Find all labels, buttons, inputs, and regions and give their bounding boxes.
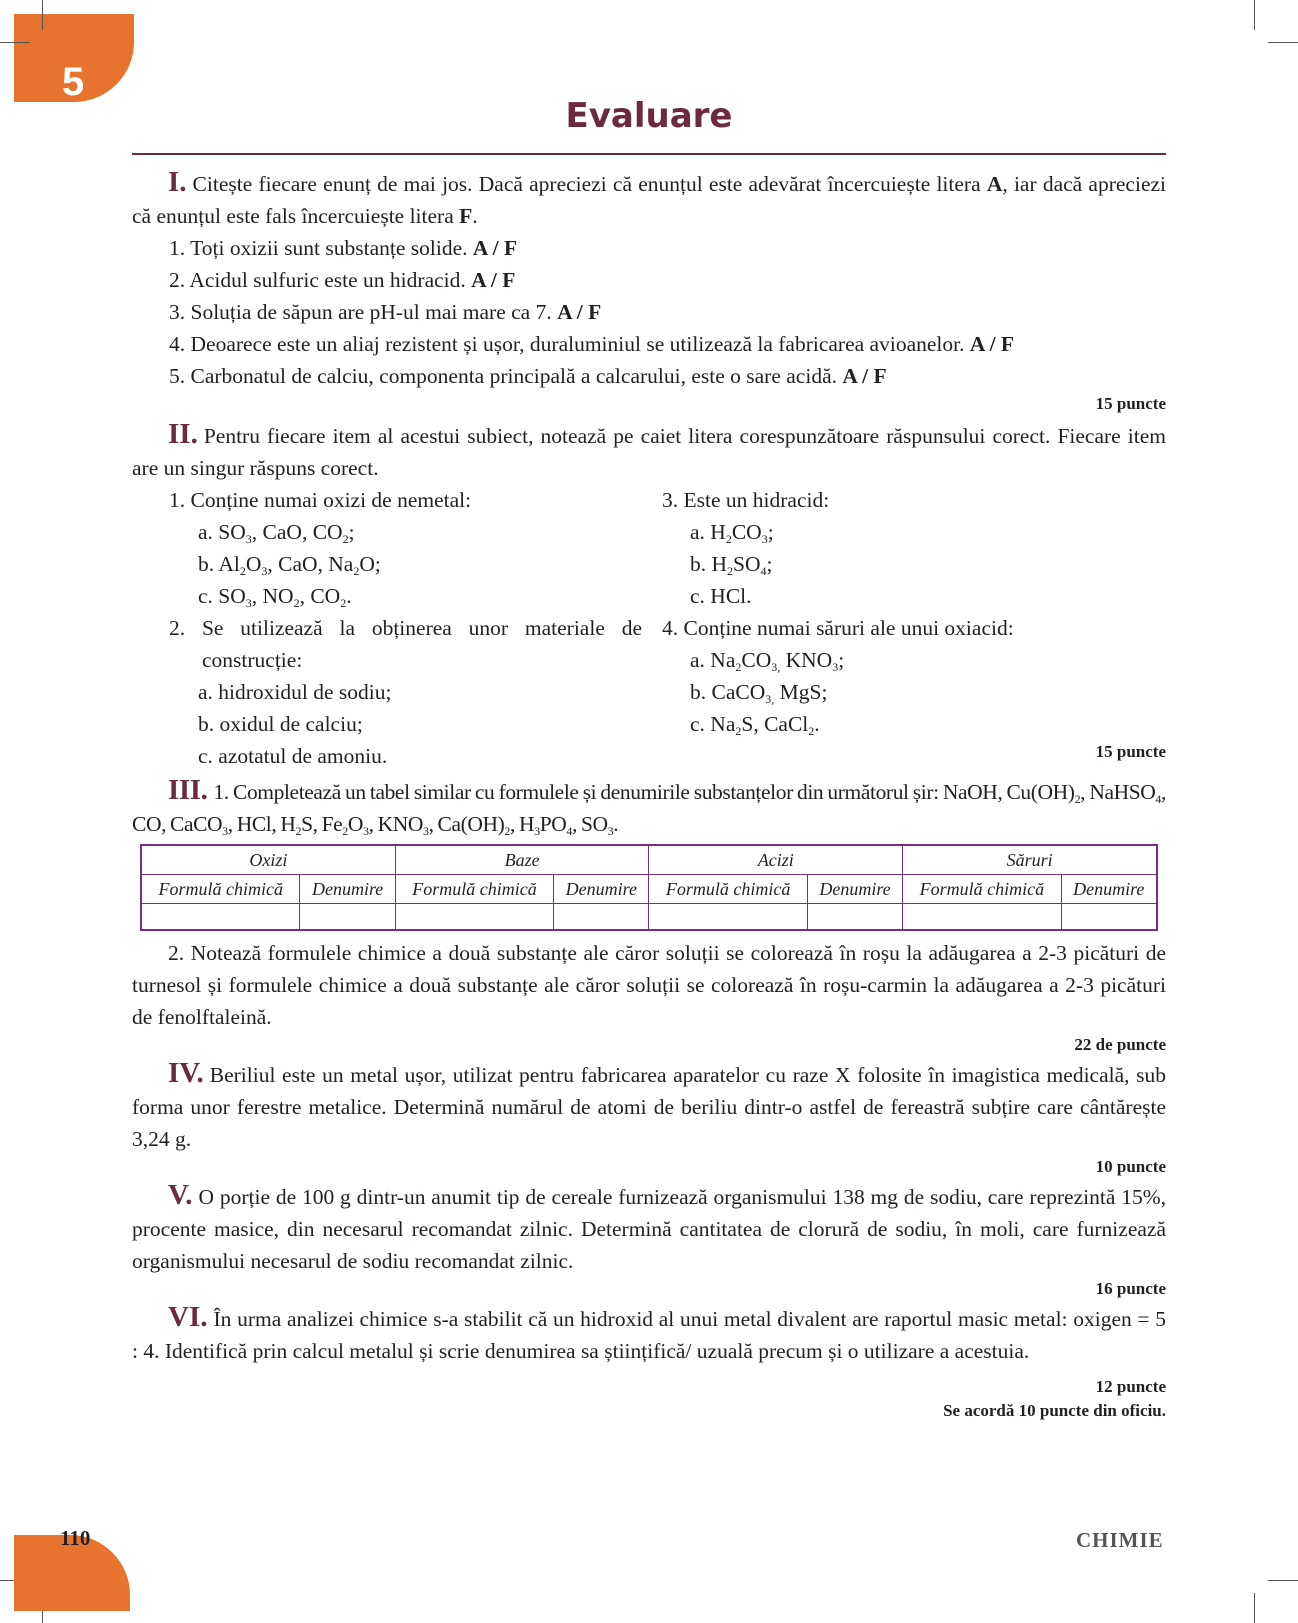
section-4-number: IV. <box>168 1056 204 1089</box>
page-number: 110 <box>60 1526 91 1550</box>
section-5-points: 16 puncte <box>1095 1278 1166 1298</box>
section-5-text: V. O porție de 100 g dintr-un anumit tip de cereale furnizează organismului 138 mg de sodiu, care reprezintă 15%, procente masice, din necesarul recomandat zilnic. Determină cantitatea de clorură de sodiu, în moli, care furnizează organismului necesarul de sodiu recomandat zilnic. <box>132 1178 1166 1273</box>
section-2-questions <box>132 484 1166 772</box>
crop-mark <box>1268 1580 1298 1581</box>
table-header: Acizi <box>649 845 903 875</box>
section-4-text: IV. Beriliul este un metal ușor, utilizat pentru fabricarea aparatelor cu raze X folosite în imagistica medicală, sub forma unor ferestre metalice. Determină numărul de atomi de beriliu dintr-o astfel de fereastră subțire care cântărește 3,24 g. <box>132 1056 1166 1151</box>
table-subheader: Denumire <box>807 875 902 904</box>
crop-mark <box>1268 42 1298 43</box>
section-1-item: 3. Soluția de săpun are pH-ul mai mare ca 7. A / F <box>169 300 602 324</box>
table-header: Săruri <box>903 845 1157 875</box>
section-4-points: 10 puncte <box>1095 1156 1166 1176</box>
section-3-number: III. <box>168 774 208 806</box>
table-cell <box>807 904 902 930</box>
option: a. hidroxidul de sodiu; <box>198 680 392 704</box>
table-subheader: Denumire <box>1061 875 1157 904</box>
table-cell <box>1061 904 1157 930</box>
section-5-number: V. <box>168 1178 193 1211</box>
question-3: 3. Este un hidracid: <box>662 488 830 512</box>
section-1-item: 4. Deoarece este un aliaj rezistent și ușor, duraluminiul se utilizează la fabricarea avioanelor. A / F <box>169 332 1015 356</box>
table-header: Baze <box>395 845 649 875</box>
table-subheader: Formulă chimică <box>141 875 300 904</box>
option: a. $Na_2CO_{3,}$ $KNO_3$; <box>690 648 845 674</box>
table-cell <box>300 904 395 930</box>
section-1-item: 5. Carbonatul de calciu, componenta principală a calcarului, este o sare acidă. A / F <box>169 364 887 388</box>
page-content <box>132 166 1166 1423</box>
table-cell <box>649 904 807 930</box>
bonus-points-note: Se acordă 10 puncte din oficiu. <box>943 1400 1166 1420</box>
section-6-points: 12 puncte <box>1095 1376 1166 1396</box>
table-header: Oxizi <box>141 845 395 875</box>
question-2-cont: construcție: <box>202 648 303 672</box>
section-2-intro: II. Pentru fiecare item al acestui subiect, notează pe caiet litera corespunzătoare răspunsului corect. Fiecare item are un singur răspuns corect. <box>132 418 1166 480</box>
table-subheader: Formulă chimică <box>903 875 1061 904</box>
footer-subject: CHIMIE <box>1076 1528 1164 1552</box>
section-6-number: VI. <box>168 1300 208 1333</box>
section-1-number: I. <box>168 166 187 198</box>
question-4: 4. Conține numai săruri ale unui oxiacid: <box>662 616 1014 640</box>
option: c. $SO_3$, $NO_2$, $CO_2$. <box>198 584 352 610</box>
section-1-points: 15 puncte <box>1095 394 1166 413</box>
section-1-item: 2. Acidul sulfuric este un hidracid. A / F <box>169 268 516 292</box>
option: a. $H_2CO_3$; <box>690 520 774 546</box>
table-subheader: Formulă chimică <box>649 875 807 904</box>
crop-mark <box>42 0 43 30</box>
option: b. CaCO$_{3,}$ MgS; <box>690 680 828 706</box>
option: b. oxidul de calciu; <box>198 712 363 736</box>
section-1-item: 1. Toți oxizii sunt substanțe solide. A / F <box>169 236 518 260</box>
section-3-item-1: III. 1. Completează un tabel similar cu formulele și denumirile substanțelor din următorul șir: NaOH, $Cu(OH)_2$, NaHSO$_4$, CO, CaCO$_3$, HCl, $H_2S$, $Fe_2O_3$, $KNO_3$, $Ca(OH)_2$, $H_3PO_4$, $SO_3$. <box>132 774 1166 838</box>
substances-table <box>140 844 1158 931</box>
crop-mark <box>1254 0 1255 30</box>
table-subheader: Formulă chimică <box>395 875 553 904</box>
option: c. HCl. <box>690 584 752 608</box>
question-1: 1. Conține numai oxizi de nemetal: <box>169 488 472 512</box>
section-2-points: 15 puncte <box>1095 742 1166 761</box>
option: c. $Na_2S$, CaCl$_2$. <box>690 712 820 738</box>
table-cell <box>554 904 649 930</box>
table-subheader: Denumire <box>300 875 395 904</box>
option: b. $Al_2O_3$, CaO, $Na_2O$; <box>198 552 381 578</box>
page-title: Evaluare <box>565 96 733 136</box>
option: c. azotatul de amoniu. <box>198 744 388 768</box>
option: a. $SO_3$, CaO, $CO_2$; <box>198 520 355 546</box>
section-1-intro: I. Citește fiecare enunț de mai jos. Dacă apreciezi că enunțul este adevărat încercuiește litera A, iar dacă apreciezi că enunțul este fals încercuiește litera F. <box>132 166 1166 228</box>
section-3-item-2: 2. Notează formulele chimice a două substanțe ale căror soluții se colorează în roșu la adăugarea a 2-3 picături de turnesol și formulele chimice a două substanțe ale căror soluții se colorează în roșu-carmin la adăugarea a 2-3 picături de fenolftaleină. <box>132 940 1166 1029</box>
table-cell <box>141 904 300 930</box>
crop-mark <box>1254 1593 1255 1623</box>
question-2: 2. Se utilizează la obținerea unor materiale de <box>169 616 642 640</box>
table-cell <box>395 904 553 930</box>
section-3-points: 22 de puncte <box>1074 1034 1166 1054</box>
section-6-text: VI. În urma analizei chimice s-a stabilit că un hidroxid al unui metal divalent are raportul masic metal: oxigen = 5 : 4. Identifică prin calcul metalul și scrie denumirea sa științifică/ uzuală precum și o utilizare a acestuia. <box>132 1300 1166 1363</box>
title-rule <box>132 153 1166 155</box>
crop-mark <box>0 42 30 43</box>
table-cell <box>903 904 1061 930</box>
section-2-number: II. <box>168 418 198 450</box>
table-subheader: Denumire <box>554 875 649 904</box>
option: b. $H_2SO_4$; <box>690 552 773 578</box>
chapter-number: 5 <box>62 60 85 104</box>
